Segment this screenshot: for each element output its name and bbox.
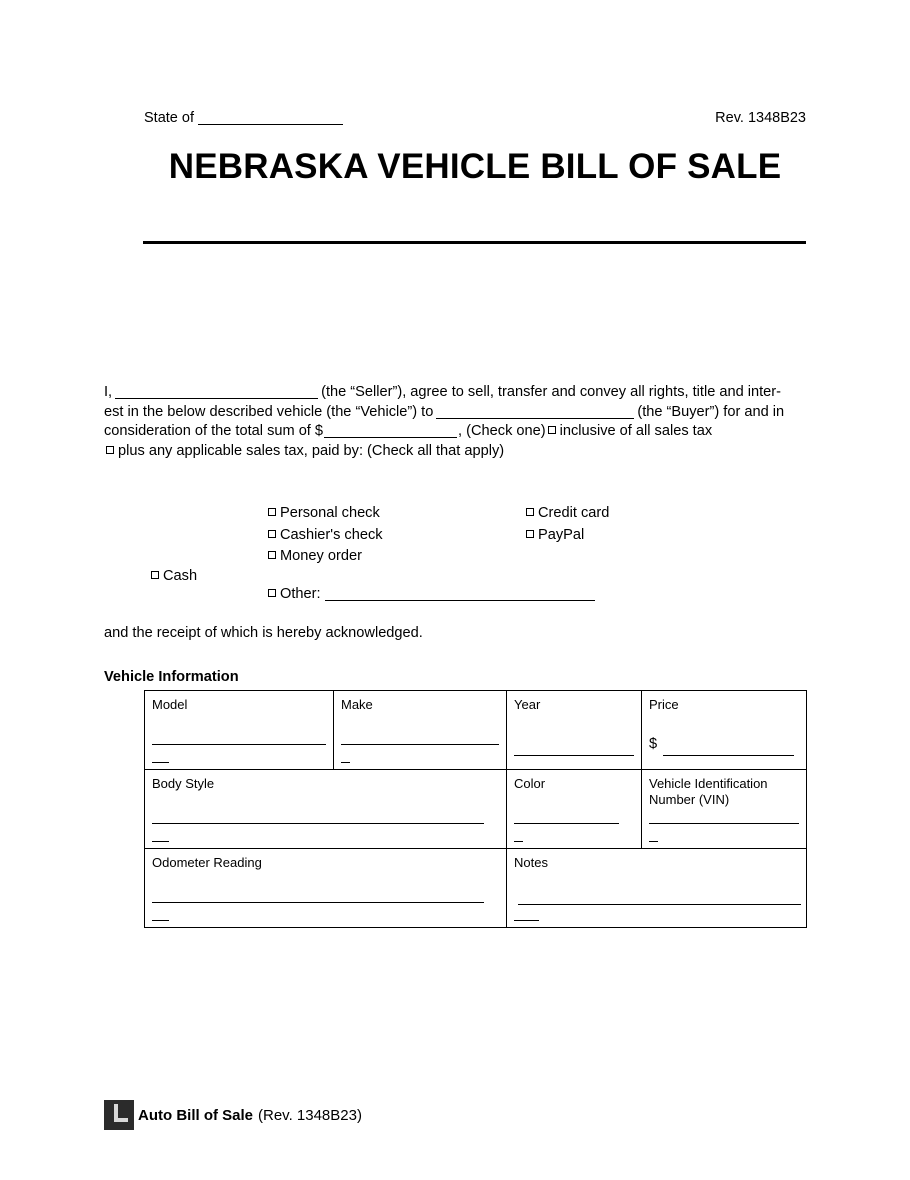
cell-price[interactable] [642,691,807,770]
agreement-line-3-suffix: inclusive of all sales tax [559,423,713,440]
revision-label: Rev. 1348B23 [715,110,806,126]
agreement-line-2-suffix: (the “Buyer”) for and in [637,403,785,420]
cell-body-style-line [152,823,484,824]
payment-option-cashiers-check[interactable] [266,525,383,547]
receipt-acknowledgement: and the receipt of which is hereby acknowledged. [104,625,423,641]
document-header [144,109,806,127]
payment-option-paypal[interactable] [524,525,609,547]
cell-odometer[interactable] [145,849,507,928]
payment-option-other[interactable] [266,584,595,606]
checkbox-cash[interactable] [151,571,159,579]
payment-option-personal-check[interactable] [266,503,383,525]
payment-option-cash[interactable] [149,566,197,588]
checkbox-paypal[interactable] [526,530,534,538]
checkbox-inclusive-tax[interactable] [548,426,556,434]
payment-column-left [266,503,383,568]
payment-option-credit-card-label: Credit card [538,505,610,521]
state-of-blank[interactable] [198,124,343,125]
checkbox-money-order[interactable] [268,551,276,559]
payment-option-other-label: Other: [280,586,321,602]
document-footer [104,1100,362,1130]
payment-option-paypal-label: PayPal [538,526,585,543]
seller-name-blank[interactable] [115,398,318,399]
vehicle-information-heading: Vehicle Information [104,669,239,685]
cell-notes-label: Notes [514,855,548,870]
agreement-line-4-label: plus any applicable sales tax, paid by: (Check all that apply) [118,442,505,459]
payment-option-cashiers-check-label: Cashier's check [280,526,383,543]
cell-vin-label: Vehicle Identification Number (VIN) [649,776,768,807]
cell-vin[interactable] [642,770,807,849]
cell-notes[interactable] [507,849,807,928]
checkbox-other[interactable] [268,589,276,597]
agreement-line-4 [104,442,806,462]
buyer-name-blank[interactable] [436,418,634,419]
payment-column-right [524,503,609,546]
agreement-line-1-prefix: I, [104,384,113,400]
cell-make-stub [341,762,350,763]
cell-body-style[interactable] [145,770,507,849]
auto-bill-of-sale-logo-icon [104,1100,134,1130]
payment-option-cash-label: Cash [163,568,198,584]
vehicle-information-table [144,690,807,928]
cell-vin-stub [649,841,658,842]
cell-model[interactable] [145,691,334,770]
table-row [145,849,807,928]
title-divider [143,241,806,244]
cell-make-label: Make [341,697,373,712]
cell-make-line [341,744,499,745]
payment-option-money-order-label: Money order [280,548,362,564]
cell-year[interactable] [507,691,642,770]
agreement-paragraph [104,383,806,461]
page-title: NEBRASKA VEHICLE BILL OF SALE [168,147,782,186]
cell-notes-line [518,904,801,905]
cell-price-currency: $ [649,736,658,752]
cell-color-line [514,823,619,824]
cell-body-style-stub [152,841,169,842]
table-row [145,770,807,849]
cell-odometer-stub [152,920,169,921]
cell-vin-line [649,823,799,824]
agreement-line-3 [104,422,806,442]
cell-price-label: Price [649,697,679,712]
total-sum-blank[interactable] [324,437,457,438]
payment-other-blank[interactable] [325,600,595,601]
agreement-line-1-suffix: (the “Seller”), agree to sell, transfer and convey all rights, title and inter- [321,384,782,400]
cell-color-label: Color [514,776,546,791]
cell-make[interactable] [334,691,507,770]
agreement-line-1 [104,383,806,403]
cell-price-line [663,755,794,756]
state-of-label: State of [144,110,194,126]
footer-brand-label: Auto Bill of Sale [138,1106,254,1124]
payment-option-credit-card[interactable] [524,503,609,525]
cell-color[interactable] [507,770,642,849]
cell-color-stub [514,841,523,842]
checkbox-personal-check[interactable] [268,508,276,516]
agreement-line-3-prefix: consideration of the total sum of $ [104,423,324,440]
footer-revision-label: (Rev. 1348B23) [258,1106,362,1124]
table-row [145,691,807,770]
cell-model-stub [152,762,169,763]
checkbox-plus-tax[interactable] [106,446,114,454]
checkbox-cashiers-check[interactable] [268,530,276,538]
checkbox-credit-card[interactable] [526,508,534,516]
cell-odometer-label: Odometer Reading [152,855,262,870]
cell-model-label: Model [152,697,188,712]
agreement-line-2 [104,403,806,423]
cell-year-label: Year [514,697,541,712]
cell-model-line [152,744,326,745]
payment-option-personal-check-label: Personal check [280,505,380,521]
agreement-line-2-prefix: est in the below described vehicle (the “Vehicle”) to [104,403,434,420]
cell-year-line [514,755,634,756]
cell-odometer-line [152,902,484,903]
cell-body-style-label: Body Style [152,776,215,791]
agreement-line-3-mid: , (Check one) [458,423,546,440]
payment-option-money-order[interactable] [266,546,383,568]
state-of-field [144,109,343,127]
cell-notes-stub [514,920,539,921]
